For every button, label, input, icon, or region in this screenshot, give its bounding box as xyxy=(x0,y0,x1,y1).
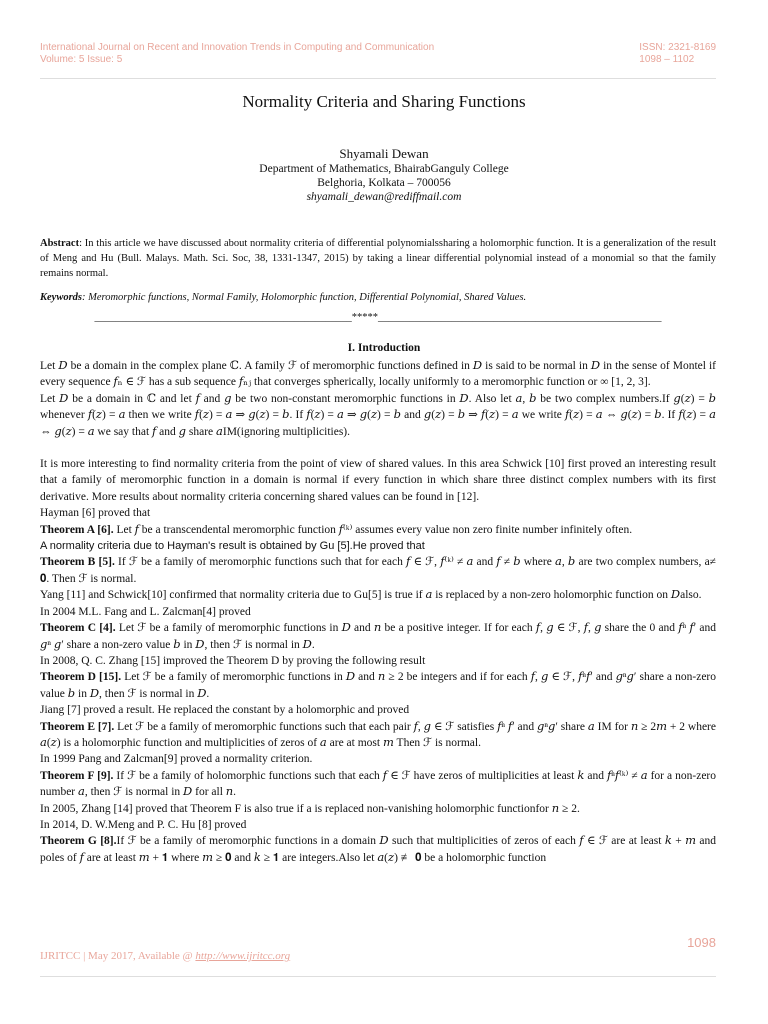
footer-rule xyxy=(40,976,716,977)
theorem-label: Theorem D [15]. xyxy=(40,671,122,684)
address: Belghoria, Kolkata – 700056 xyxy=(317,177,451,189)
paragraph: Hayman [6] proved that xyxy=(40,507,151,520)
theorem-text: Let 𝑓 be a transcendental meromorphic function 𝑓⁽ᵏ⁾ assumes every value non zero finite number infinitely often. xyxy=(113,523,633,536)
paragraph: In 2008, Q. C. Zhang [15] improved the Theorem D by proving the following result xyxy=(40,654,426,667)
theorem-label: Theorem B [5]. xyxy=(40,556,115,569)
issn: ISSN: 2321-8169 xyxy=(639,42,716,53)
keywords-label: Keywords xyxy=(40,292,82,303)
theorem-text: Let ℱ be a family of meromorphic functions in 𝐷 and 𝑛 be a positive integer. If for each 𝑓, 𝑔 ∈ ℱ, 𝑓, 𝑔 share the 0 and 𝑓ⁿ 𝑓′ and 𝑔ⁿ 𝑔′ share a non-zero value 𝑏 in 𝐷, then ℱ is normal in 𝐷. xyxy=(40,622,717,651)
author-name: Shyamali Dewan xyxy=(339,146,429,161)
page-number: 1098 xyxy=(687,935,716,950)
theorem-label: Theorem E [7]. xyxy=(40,720,115,733)
department: Department of Mathematics, BhairabGanguly College xyxy=(259,163,509,175)
affiliation xyxy=(0,162,768,204)
theorem-g xyxy=(40,833,716,866)
paragraph: Jiang [7] proved a result. He replaced the constant by a holomorphic and proved xyxy=(40,704,410,717)
theorem-d xyxy=(40,669,716,702)
theorem-b xyxy=(40,554,716,587)
paragraph-gap xyxy=(40,440,716,456)
keywords xyxy=(40,292,716,303)
footer xyxy=(40,950,290,962)
theorem-text: If ℱ be a family of meromorphic functions in a domain 𝐷 such that multiplicities of zeros of each 𝑓 ∈ ℱ are at least 𝑘 + 𝑚 and poles of 𝑓 are at least 𝑚 + 𝟏 where 𝑚 ≥ 𝟎 and 𝑘 ≥ 𝟏 are integers.Also let 𝑎(𝑧) ≢ 𝟎 be a holomorphic function xyxy=(40,835,716,864)
separator-line: _________________________________________________*****______________________________________________________ xyxy=(94,312,662,323)
author-email: shyamali_dewan@rediffmail.com xyxy=(306,191,462,203)
journal-link[interactable]: http://www.ijritcc.org xyxy=(195,950,291,962)
theorem-label: Theorem C [4]. xyxy=(40,622,116,635)
volume-issue: Volume: 5 Issue: 5 xyxy=(40,54,123,65)
paper-title: Normality Criteria and Sharing Functions xyxy=(242,92,526,111)
abstract-label: Abstract xyxy=(40,238,80,249)
footer-text: IJRITCC | May 2017, Available @ xyxy=(40,950,196,962)
theorem-label: Theorem G [8]. xyxy=(40,835,117,848)
theorem-label: Theorem A [6]. xyxy=(40,523,114,536)
body-text xyxy=(40,358,716,866)
theorem-f xyxy=(40,768,716,801)
theorem-e xyxy=(40,719,716,752)
theorem-text: Let ℱ be a family of meromorphic functions in 𝐷 and 𝑛 ≥ 2 be integers and if for each 𝑓, 𝑔 ∈ ℱ, 𝑓ⁿ𝑓′ and 𝑔ⁿ𝑔′ share a non-zero value 𝑏 in 𝐷, then ℱ is normal in 𝐷. xyxy=(40,671,717,700)
paragraph: A normality criteria due to Hayman's result is obtained by Gu [5].He proved that xyxy=(40,540,425,553)
page-range: 1098 – 1102 xyxy=(639,54,695,65)
theorem-text: If ℱ be a family of meromorphic functions such that for each 𝑓 ∈ ℱ, 𝑓⁽ᵏ⁾ ≠ 𝑎 and 𝑓 ≠ 𝑏 where 𝑎, 𝑏 are two complex numbers, a≠ 𝟎. Then ℱ is normal. xyxy=(40,556,716,585)
theorem-label: Theorem F [9]. xyxy=(40,769,114,782)
abstract xyxy=(40,236,716,281)
paragraph: In 2014, D. W.Meng and P. C. Hu [8] proved xyxy=(40,818,247,831)
paragraph: Let 𝐷 be a domain in ℂ and let 𝑓 and 𝑔 be two non-constant meromorphic functions in 𝐷. Also let 𝑎, 𝑏 be two complex numbers.If 𝑔(𝑧) = 𝑏 whenever 𝑓(𝑧) = 𝑎 then we write 𝑓(𝑧) = 𝑎 ⇒ 𝑔(𝑧) = 𝑏. If 𝑓(𝑧) = 𝑎 ⇒ 𝑔(𝑧) = 𝑏 and 𝑔(𝑧) = 𝑏 ⇒ 𝑓(𝑧) = 𝑎 we write 𝑓(𝑧) = 𝑎 ⇔ 𝑔(𝑧) = 𝑏. If 𝑓(𝑧) = 𝑎 ⇔ 𝑔(𝑧) = 𝑎 we say that 𝑓 and 𝑔 share 𝑎IM(ignoring multiplicities). xyxy=(40,392,716,438)
section-heading: I. Introduction xyxy=(347,342,421,354)
paragraph: In 1999 Pang and Zalcman[9] proved a normality criterion. xyxy=(40,753,313,766)
theorem-text: Let ℱ be a family of meromorphic functions such that each pair 𝑓, 𝑔 ∈ ℱ satisfies 𝑓ⁿ 𝑓′ and 𝑔ⁿ𝑔′ share 𝑎 IM for 𝑛 ≥ 2𝑚 + 2 where 𝑎(𝑧) is a holomorphic function and multiplicities of zeros of 𝑎 are at most 𝑚 Then ℱ is normal. xyxy=(40,720,716,749)
keywords-text: : Meromorphic functions, Normal Family, Holomorphic function, Differential Polynomial, Shared Values. xyxy=(82,292,527,303)
theorem-a xyxy=(40,522,716,538)
theorem-c xyxy=(40,620,716,653)
journal-name: International Journal on Recent and Innovation Trends in Computing and Communication xyxy=(40,42,435,53)
header-right xyxy=(639,42,716,66)
paragraph: In 2005, Zhang [14] proved that Theorem F is also true if a is replaced non-vanishing holomorphic functionfor 𝑛 ≥ 2. xyxy=(40,802,580,815)
abstract-text: : In this article we have discussed about normality criteria of differential polynomialssharing a holomorphic function. It is a generalization of the result of Meng and Hu (Bull. Malays. Math. Sci. Soc, 38, 1331-1347, 2015) by taking a linear differential polynomial instead of a monomial so that the family remains normal. xyxy=(40,238,716,279)
paragraph: Yang [11] and Schwick[10] confirmed that normality criteria due to Gu[5] is true if 𝑎 is replaced by a non-zero holomorphic function on 𝐷also. xyxy=(40,589,702,602)
paragraph: It is more interesting to find normality criteria from the point of view of shared values. In this area Schwick [10] first proved an interesting result that a family of meromorphic function in a domain is normal if every function in which share three distinct complex numbers with its first derivative. More results about normality criteria concerning shared values can be found in [12]. xyxy=(40,458,716,503)
theorem-text: If ℱ be a family of holomorphic functions such that each 𝑓 ∈ ℱ have zeros of multiplicities at least 𝑘 and 𝑓ⁿ𝑓⁽ᵏ⁾ ≠ 𝑎 for a non-zero number 𝑎, then ℱ is normal in 𝐷 for all 𝑛. xyxy=(40,769,716,799)
paragraph: Let 𝐷 be a domain in the complex plane ℂ. A family ℱ of meromorphic functions defined in 𝐷 is said to be normal in 𝐷 in the sense of Montel if every sequence 𝑓ₙ ∈ ℱ has a sub sequence 𝑓ₙⱼ that converges spherically, locally uniformly to a meromorphic function or ∞ [1, 2, 3]. xyxy=(40,360,716,389)
paragraph: In 2004 M.L. Fang and L. Zalcman[4] proved xyxy=(40,605,251,618)
header-rule xyxy=(40,78,716,79)
header-left xyxy=(40,42,434,66)
